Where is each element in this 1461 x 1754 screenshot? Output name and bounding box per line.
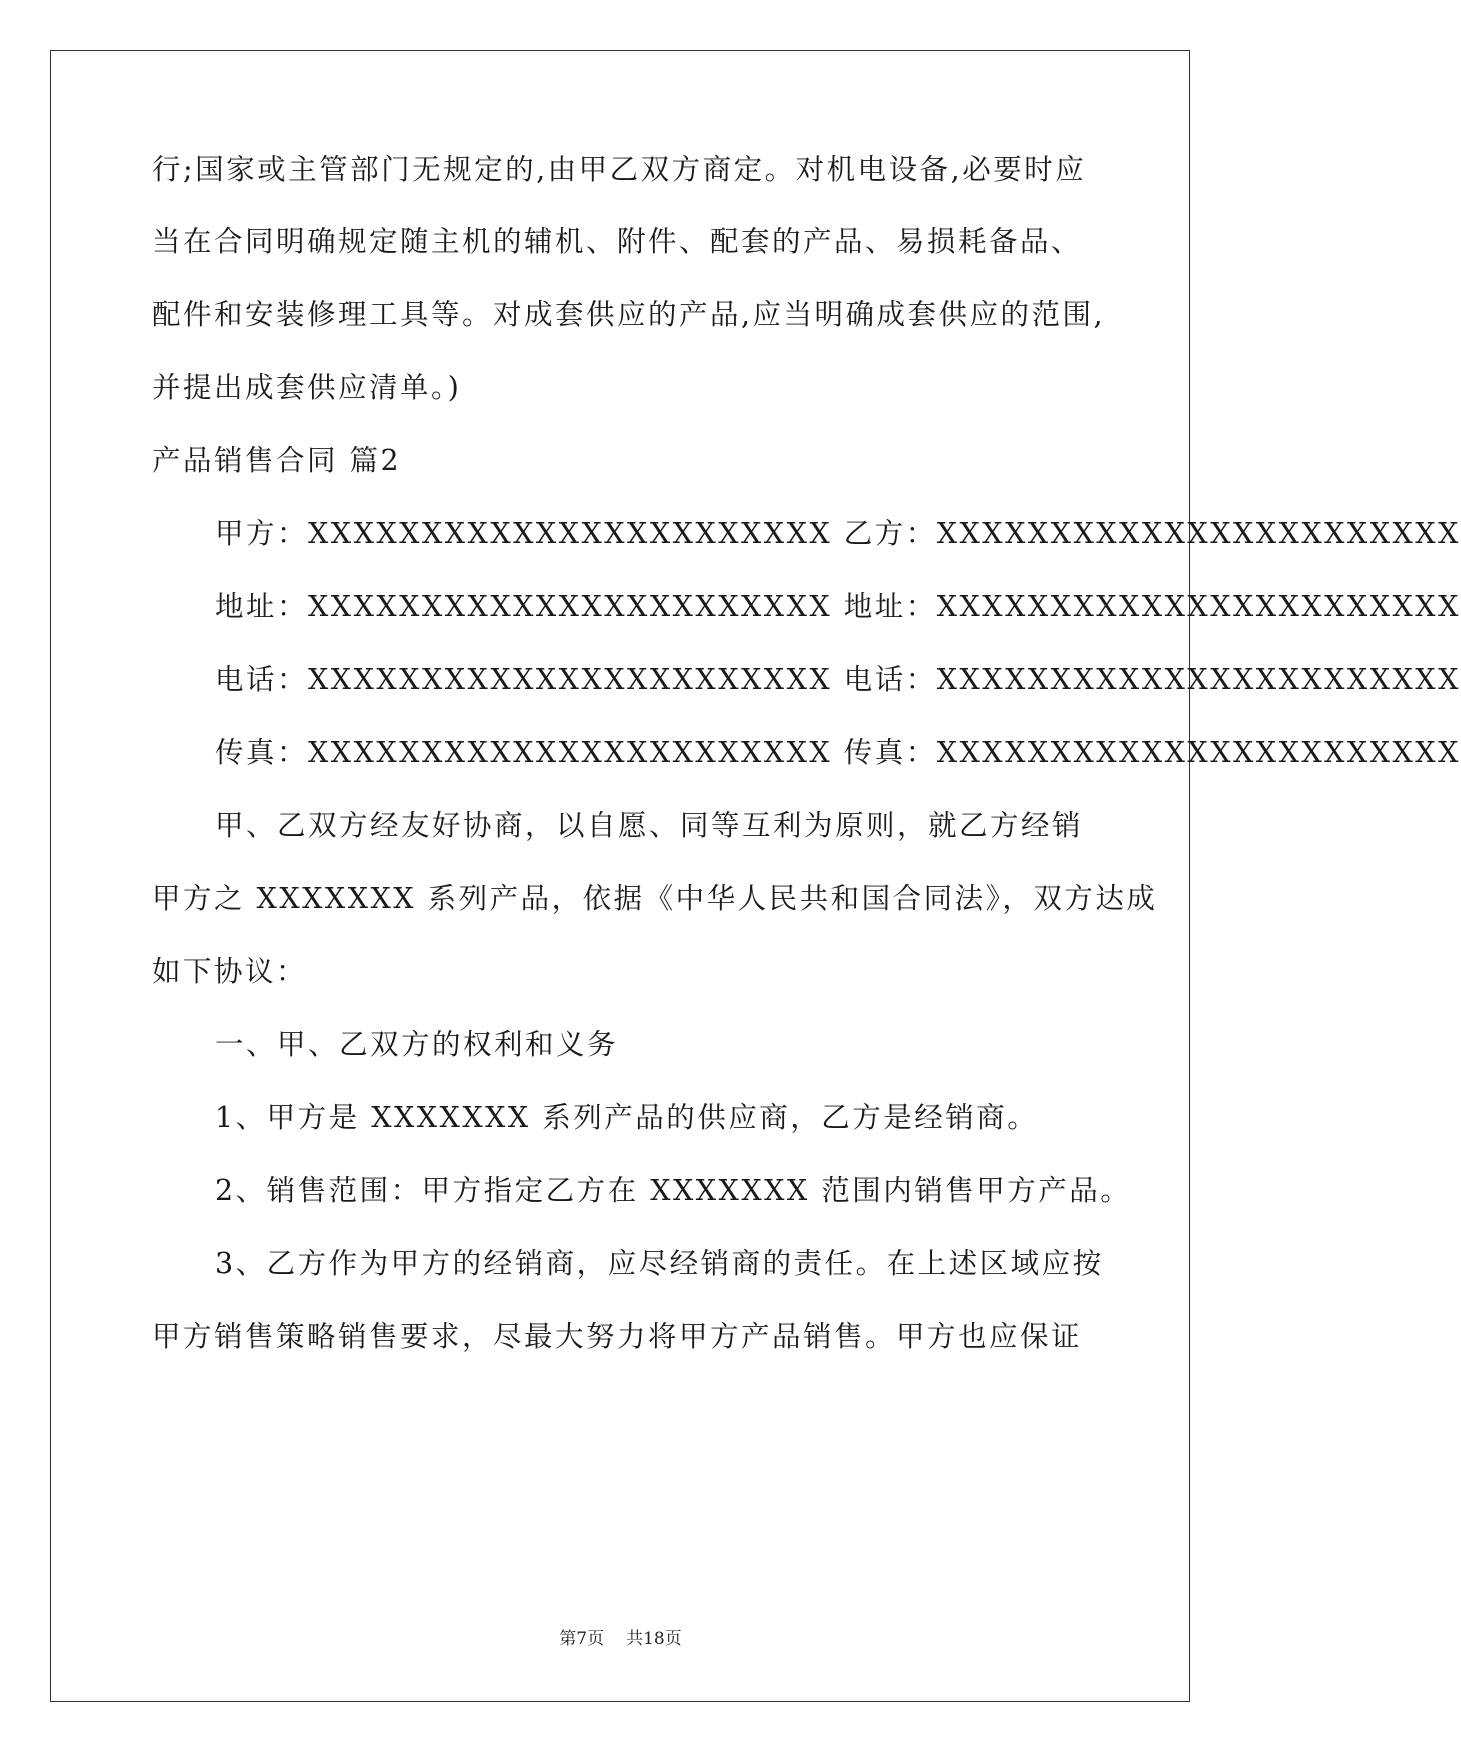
paragraph-line: 行;国家或主管部门无规定的,由甲乙双方商定。对机电设备,必要时应 [152, 153, 1087, 186]
paragraph-line: 甲方销售策略销售要求，尽最大努力将甲方产品销售。甲方也应保证 [152, 1320, 1083, 1353]
current-page-label: 第7页 [559, 1629, 605, 1649]
party-address-line: 地址：XXXXXXXXXXXXXXXXXXXXXXX 地址：XXXXXXXXXXXXXXXXXXXXXXX [215, 590, 1461, 623]
paragraph-line: 当在合同明确规定随主机的辅机、附件、配套的产品、易损耗备品、 [152, 225, 1083, 258]
clause-item: 3、乙方作为甲方的经销商，应尽经销商的责任。在上述区域应按 [215, 1247, 1104, 1280]
party-name-line: 甲方：XXXXXXXXXXXXXXXXXXXXXXX 乙方：XXXXXXXXXXXXXXXXXXXXXXX [215, 517, 1461, 550]
paragraph-line: 并提出成套供应清单。) [152, 371, 462, 404]
clause-item: 2、销售范围：甲方指定乙方在 XXXXXXX 范围内销售甲方产品。 [215, 1174, 1132, 1207]
paragraph-line: 配件和安装修理工具等。对成套供应的产品,应当明确成套供应的范围, [152, 298, 1106, 331]
party-phone-line: 电话：XXXXXXXXXXXXXXXXXXXXXXX 电话：XXXXXXXXXXXXXXXXXXXXXXX [215, 663, 1461, 696]
party-fax-line: 传真：XXXXXXXXXXXXXXXXXXXXXXX 传真：XXXXXXXXXXXXXXXXXXXXXXX [215, 736, 1461, 769]
paragraph-line: 如下协议： [152, 955, 308, 988]
paragraph-line: 甲方之 XXXXXXX 系列产品，依据《中华人民共和国合同法》，双方达成 [152, 882, 1158, 915]
paragraph-line: 甲、乙双方经友好协商，以自愿、同等互利为原则，就乙方经销 [215, 809, 1084, 842]
clause-item: 1、甲方是 XXXXXXX 系列产品的供应商，乙方是经销商。 [215, 1101, 1039, 1134]
total-pages-label: 共18页 [626, 1629, 682, 1649]
section-heading: 产品销售合同 篇2 [152, 444, 402, 477]
page-footer [0, 1628, 1241, 1650]
clause-heading: 一、甲、乙双方的权利和义务 [215, 1028, 619, 1061]
